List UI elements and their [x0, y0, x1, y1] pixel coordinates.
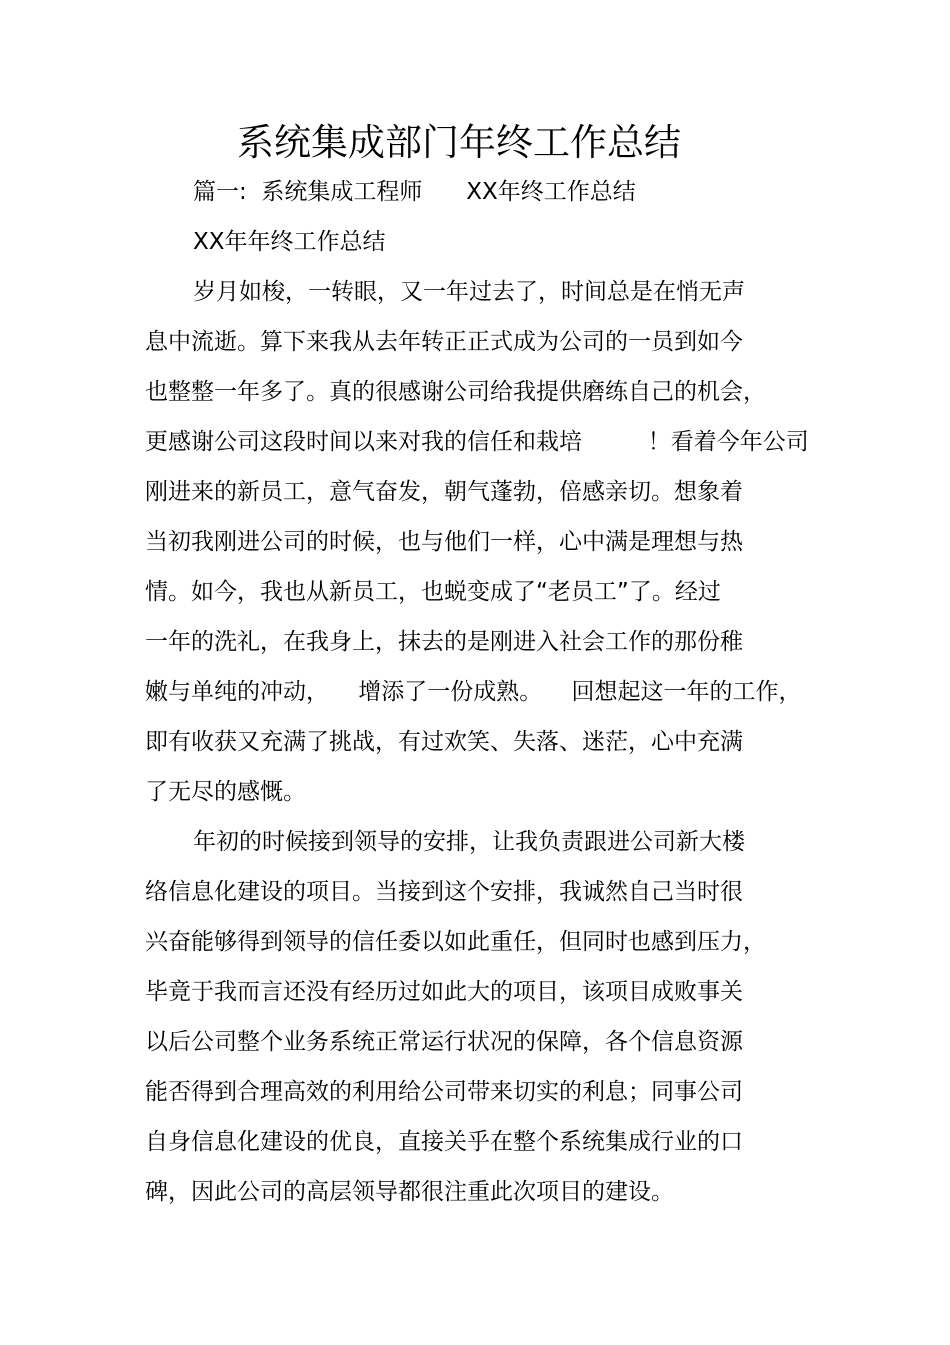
paragraph-2-line-3: 兴奋能够得到领导的信任委以如此重任，但同时也感到压力，	[145, 929, 766, 955]
paragraph-2-line-4: 毕竟于我而言还没有经历过如此大的项目，该项目成败事关	[145, 979, 743, 1005]
paragraph-1-line-10: 即有收获又充满了挑战，有过欢笑、失落、迷茫，心中充满	[145, 729, 743, 755]
paragraph-1-line-9: 嫩与单纯的冲动， 增添了一份成熟。 回想起这一年的工作，	[145, 679, 802, 705]
paragraph-1-line-8: 一年的洗礼，在我身上，抹去的是刚进入社会工作的那份稚	[145, 629, 743, 655]
paragraph-2-line-6: 能否得到合理高效的利用给公司带来切实的利息；同事公司	[145, 1079, 743, 1105]
subheading: XX年年终工作总结	[193, 229, 386, 255]
paragraph-1-line-7: 情。如今，我也从新员工，也蜕变成了“老员工”了。经过	[145, 579, 721, 605]
paragraph-2-line-5: 以后公司整个业务系统正常运行状况的保障，各个信息资源	[145, 1029, 743, 1055]
section-heading: 篇一: 系统集成工程师 XX年终工作总结	[193, 179, 636, 205]
paragraph-2-line-1: 年初的时候接到领导的安排，让我负责跟进公司新大楼	[193, 829, 745, 855]
paragraph-2-line-8: 碑，因此公司的高层领导都很注重此次项目的建设。	[145, 1179, 674, 1205]
paragraph-1-line-2: 息中流逝。算下来我从去年转正正式成为公司的一员到如今	[145, 329, 743, 355]
paragraph-1-line-5: 刚进来的新员工，意气奋发，朝气蓬勃，倍感亲切。想象着	[145, 479, 743, 505]
document-title: 系统集成部门年终工作总结	[237, 121, 681, 164]
paragraph-2-line-7: 自身信息化建设的优良，直接关乎在整个系统集成行业的口	[145, 1129, 743, 1155]
paragraph-2-line-2: 络信息化建设的项目。当接到这个安排，我诚然自己当时很	[145, 879, 743, 905]
paragraph-1-line-4: 更感谢公司这段时间以来对我的信任和栽培 ！看着今年公司	[145, 429, 809, 455]
paragraph-1-line-1: 岁月如梭，一转眼，又一年过去了，时间总是在悄无声	[193, 279, 745, 305]
paragraph-1-line-6: 当初我刚进公司的时候，也与他们一样，心中满是理想与热	[145, 529, 743, 555]
paragraph-1-line-11: 了无尽的感慨。	[145, 779, 306, 805]
paragraph-1-line-3: 也整整一年多了。真的很感谢公司给我提供磨练自己的机会，	[145, 379, 766, 405]
